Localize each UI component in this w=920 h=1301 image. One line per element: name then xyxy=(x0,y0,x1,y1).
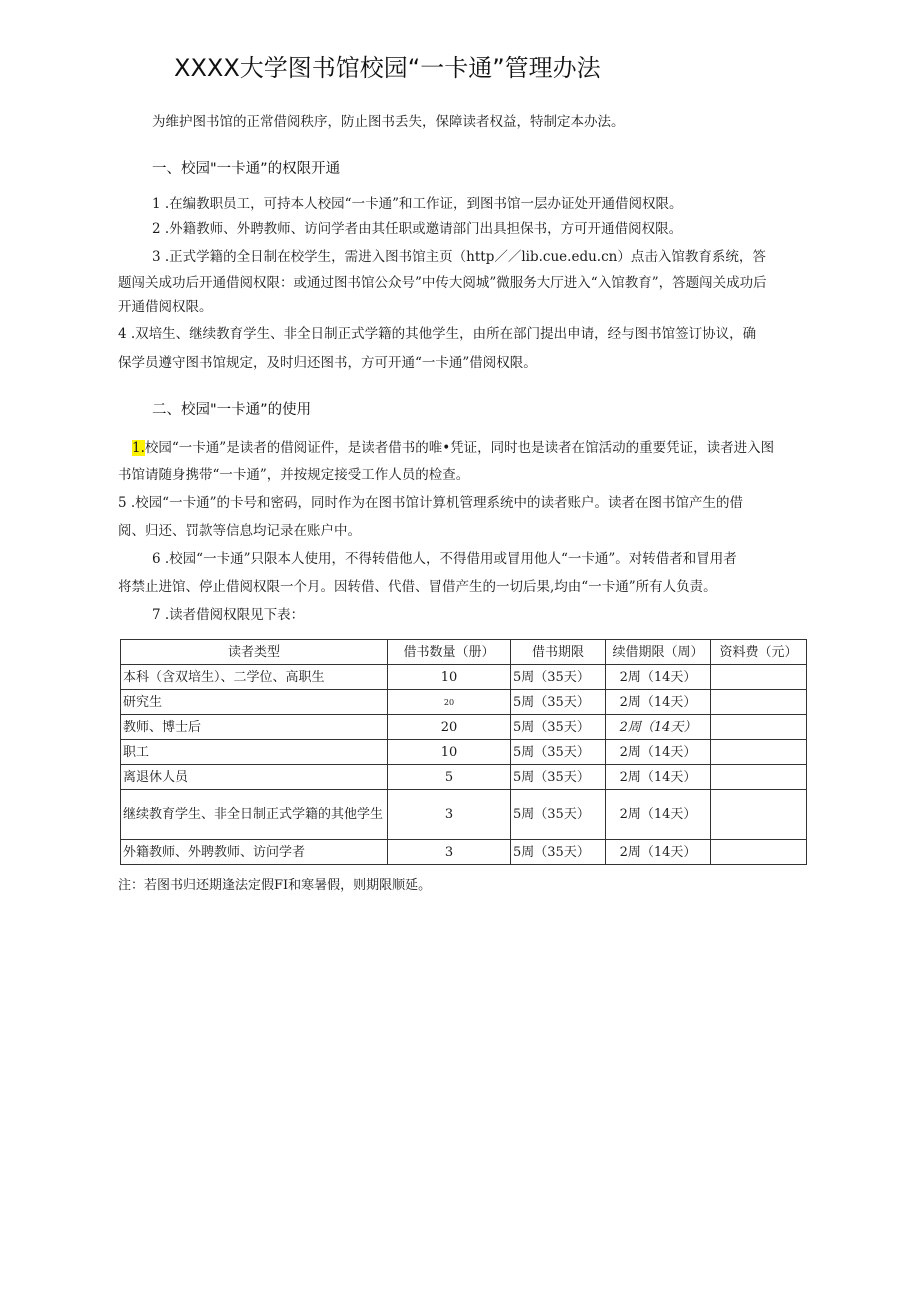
cell-type: 本科（含双培生）、二学位、高职生 xyxy=(121,665,388,690)
cell-period: 5周（35天） xyxy=(511,690,606,715)
cell-period: 5周（35天） xyxy=(511,765,606,790)
header-reader-type: 读者类型 xyxy=(121,640,388,665)
cell-fee xyxy=(711,690,807,715)
cell-qty: 3 xyxy=(388,840,511,865)
cell-type: 研究生 xyxy=(121,690,388,715)
cell-period: 5周（35天） xyxy=(511,840,606,865)
section1-item-4-line2: 保学员遵守图书馆规定，及时归还图书，方可开通“一卡通”借阅权限。 xyxy=(118,355,537,371)
header-renew: 续借期限（周） xyxy=(606,640,711,665)
cell-fee xyxy=(711,840,807,865)
cell-qty: 10 xyxy=(388,665,511,690)
section2-item-5-line1: 5 .校园“一卡通”的卡号和密码，同时作为在图书馆计算机管理系统中的读者账户。读者在图书馆产生的借 xyxy=(118,495,743,511)
section2-item-5-line2: 阅、归还、罚款等信息均记录在账户中。 xyxy=(118,523,361,539)
section2-item-1-line1 xyxy=(132,434,774,462)
cell-qty xyxy=(388,690,511,715)
header-fee: 资料费（元） xyxy=(711,640,807,665)
cell-qty-small: 20 xyxy=(443,697,455,707)
cell-type: 教师、博士后 xyxy=(121,715,388,740)
cell-type: 离退休人员 xyxy=(121,765,388,790)
table-row xyxy=(121,690,807,715)
table-row xyxy=(121,715,807,740)
section2-item-6-line2: 将禁止进馆、停止借阅权限一个月。因转借、代借、冒借产生的一切后果,均由“一卡通”所有人负责。 xyxy=(118,579,717,595)
table-row xyxy=(121,665,807,690)
cell-renew: 2周（14天） xyxy=(606,840,711,865)
section2-heading: 二、校园"一卡通”的使用 xyxy=(152,402,312,418)
cell-type: 继续教育学生、非全日制正式学籍的其他学生 xyxy=(121,790,388,840)
borrowing-permission-table xyxy=(120,639,807,865)
cell-renew: 2周（14天） xyxy=(606,740,711,765)
table-header-row xyxy=(121,640,807,665)
cell-renew: 2周（14天） xyxy=(606,790,711,840)
section2-item-6-line1: 6 .校园“一卡通”只限本人使用，不得转借他人，不得借用或冒用他人“一卡通”。对转借者和冒用者 xyxy=(152,551,737,567)
cell-period: 5周（35天） xyxy=(511,790,606,840)
cell-renew: 2周（14天） xyxy=(606,690,711,715)
document-title: XXXX大学图书馆校园“一卡通”管理办法 xyxy=(174,54,601,82)
table-row xyxy=(121,790,807,840)
cell-fee xyxy=(711,715,807,740)
cell-period: 5周（35天） xyxy=(511,715,606,740)
section1-heading: 一、校园"一卡通”的权限开通 xyxy=(152,161,341,177)
cell-qty: 20 xyxy=(388,715,511,740)
cell-qty: 3 xyxy=(388,790,511,840)
cell-period: 5周（35天） xyxy=(511,665,606,690)
cell-fee xyxy=(711,765,807,790)
section2-item-1-line2: 书馆请随身携带“一卡通”，并按规定接受工作人员的检查。 xyxy=(118,467,470,483)
section2-item-7: 7 .读者借阅权限见下表： xyxy=(152,607,305,623)
section1-item-3-line2: 题闯关成功后开通借阅权限：或通过图书馆公众号”中传大阅城”微服务大厅进入“入馆教育”，答题闯关成功后 xyxy=(118,275,767,291)
header-period: 借书期限 xyxy=(511,640,606,665)
section1-item-2: 2 .外籍教师、外聘教师、访问学者由其任职或邀请部门出具担保书，方可开通借阅权限。 xyxy=(152,221,683,237)
table-footnote: 注：若图书归还期逢法定假FI和寒暑假，则期限顺延。 xyxy=(118,878,432,893)
cell-period: 5周（35天） xyxy=(511,740,606,765)
cell-qty: 5 xyxy=(388,765,511,790)
cell-renew: 2周（14天） xyxy=(606,665,711,690)
cell-fee xyxy=(711,665,807,690)
section1-item-3-line1: 3 .正式学籍的全日制在校学生，需进入图书馆主页（http／／lib.cue.edu.cn）点击入馆教育系统，答 xyxy=(152,249,766,265)
cell-fee xyxy=(711,740,807,765)
cell-fee xyxy=(711,790,807,840)
cell-type: 职工 xyxy=(121,740,388,765)
section2-item-1-text: 校园“一卡通”是读者的借阅证件，是读者借书的唯•凭证，同时也是读者在馆活动的重要凭证，读者进入图 xyxy=(144,440,775,456)
cell-renew: 2周（14天） xyxy=(606,765,711,790)
header-quantity: 借书数量（册） xyxy=(388,640,511,665)
cell-qty: 10 xyxy=(388,740,511,765)
intro-paragraph: 为维护图书馆的正常借阅秩序，防止图书丢失，保障读者权益，特制定本办法。 xyxy=(152,114,625,130)
table-row xyxy=(121,840,807,865)
highlighted-number: 1. xyxy=(132,440,145,456)
section1-item-4-line1: 4 .双培生、继续教育学生、非全日制正式学籍的其他学生，由所在部门提出申请，经与图书馆签订协议，确 xyxy=(118,326,757,342)
cell-renew: 2周（14天） xyxy=(606,715,711,740)
section1-item-3-line3: 开通借阅权限。 xyxy=(118,299,213,315)
table-row xyxy=(121,740,807,765)
cell-type: 外籍教师、外聘教师、访问学者 xyxy=(121,840,388,865)
table-row xyxy=(121,765,807,790)
section1-item-1: 1 .在编教职员工，可持本人校园“一卡通”和工作证，到图书馆一层办证处开通借阅权限。 xyxy=(152,196,683,212)
